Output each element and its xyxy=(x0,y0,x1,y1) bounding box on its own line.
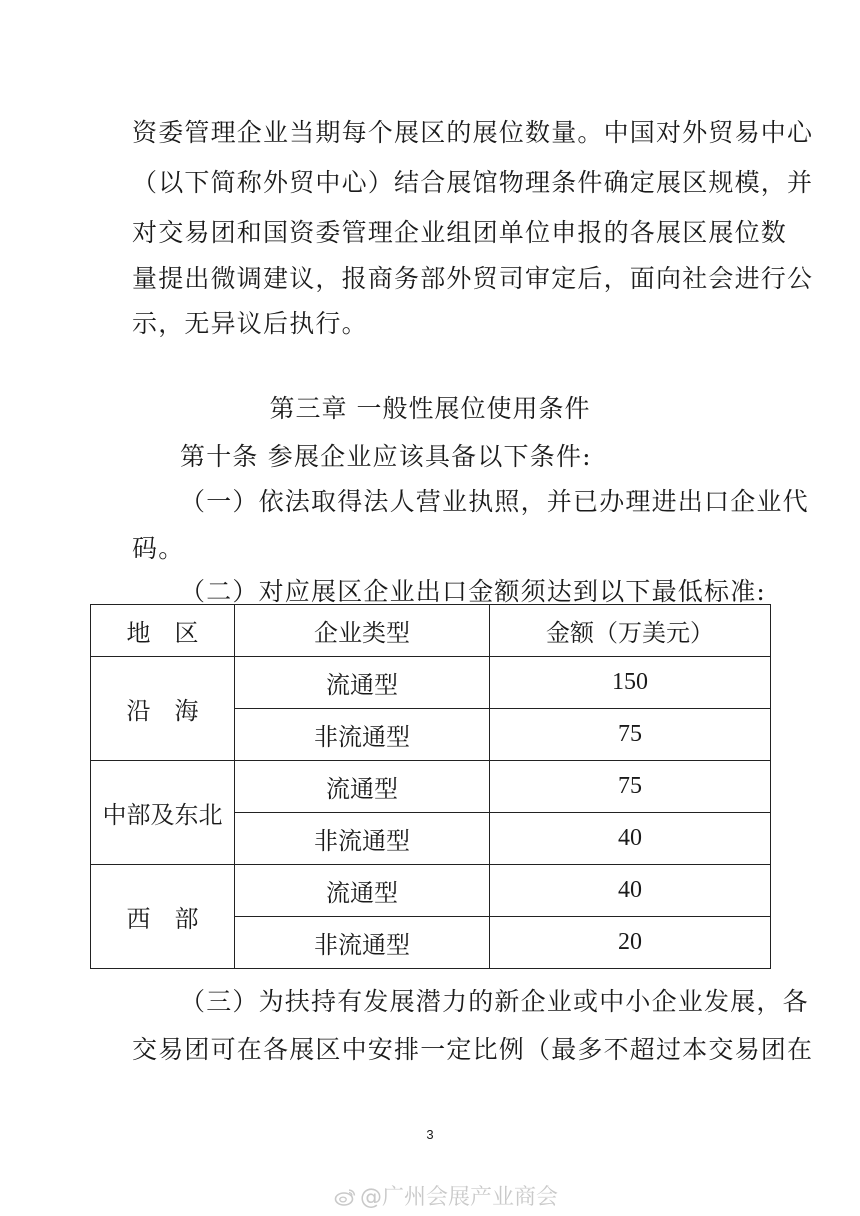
paragraph-line: （以下简称外贸中心）结合展馆物理条件确定展区规模，并 xyxy=(132,168,814,197)
header-amount: 金额（万美元） xyxy=(490,605,771,657)
table-row xyxy=(91,657,771,709)
weibo-icon xyxy=(334,1187,356,1205)
article-item-1: （一）依法取得法人营业执照，并已办理进出口企业代 xyxy=(180,487,809,516)
amount-cell: 40 xyxy=(490,813,771,865)
paragraph-line: 资委管理企业当期每个展区的展位数量。中国对外贸易中心 xyxy=(132,118,814,147)
paragraph-line: 量提出微调建议，报商务部外贸司审定后，面向社会进行公 xyxy=(132,264,814,293)
page-number: 3 xyxy=(426,1127,434,1142)
amount-cell: 20 xyxy=(490,917,771,969)
table-row xyxy=(91,865,771,917)
paragraph-line: 对交易团和国资委管理企业组团单位申报的各展区展位数 xyxy=(132,218,788,247)
amount-cell: 150 xyxy=(490,657,771,709)
amount-cell: 40 xyxy=(490,865,771,917)
type-cell: 非流通型 xyxy=(235,917,490,969)
article-item-1-cont: 码。 xyxy=(132,534,185,563)
watermark xyxy=(334,1180,558,1211)
paragraph-line: 示，无异议后执行。 xyxy=(132,309,368,338)
export-requirements-table xyxy=(90,604,771,969)
article-item-2: （二）对应展区企业出口金额须达到以下最低标准: xyxy=(180,577,767,606)
table-row xyxy=(91,761,771,813)
amount-cell: 75 xyxy=(490,709,771,761)
type-cell: 流通型 xyxy=(235,657,490,709)
article-intro: 第十条 参展企业应该具备以下条件: xyxy=(180,442,592,471)
article-item-3: （三）为扶持有发展潜力的新企业或中小企业发展，各 xyxy=(180,987,809,1016)
article-item-3-cont: 交易团可在各展区中安排一定比例（最多不超过本交易团在 xyxy=(132,1035,814,1064)
table-header-row xyxy=(91,605,771,657)
amount-cell: 75 xyxy=(490,761,771,813)
type-cell: 非流通型 xyxy=(235,709,490,761)
region-cell: 沿 海 xyxy=(91,657,235,761)
header-company-type: 企业类型 xyxy=(235,605,490,657)
region-cell: 中部及东北 xyxy=(91,761,235,865)
type-cell: 非流通型 xyxy=(235,813,490,865)
chapter-title: 第三章 一般性展位使用条件 xyxy=(269,394,591,423)
type-cell: 流通型 xyxy=(235,761,490,813)
header-region: 地 区 xyxy=(91,605,235,657)
watermark-text: @广州会展产业商会 xyxy=(360,1185,559,1210)
type-cell: 流通型 xyxy=(235,865,490,917)
region-cell: 西 部 xyxy=(91,865,235,969)
